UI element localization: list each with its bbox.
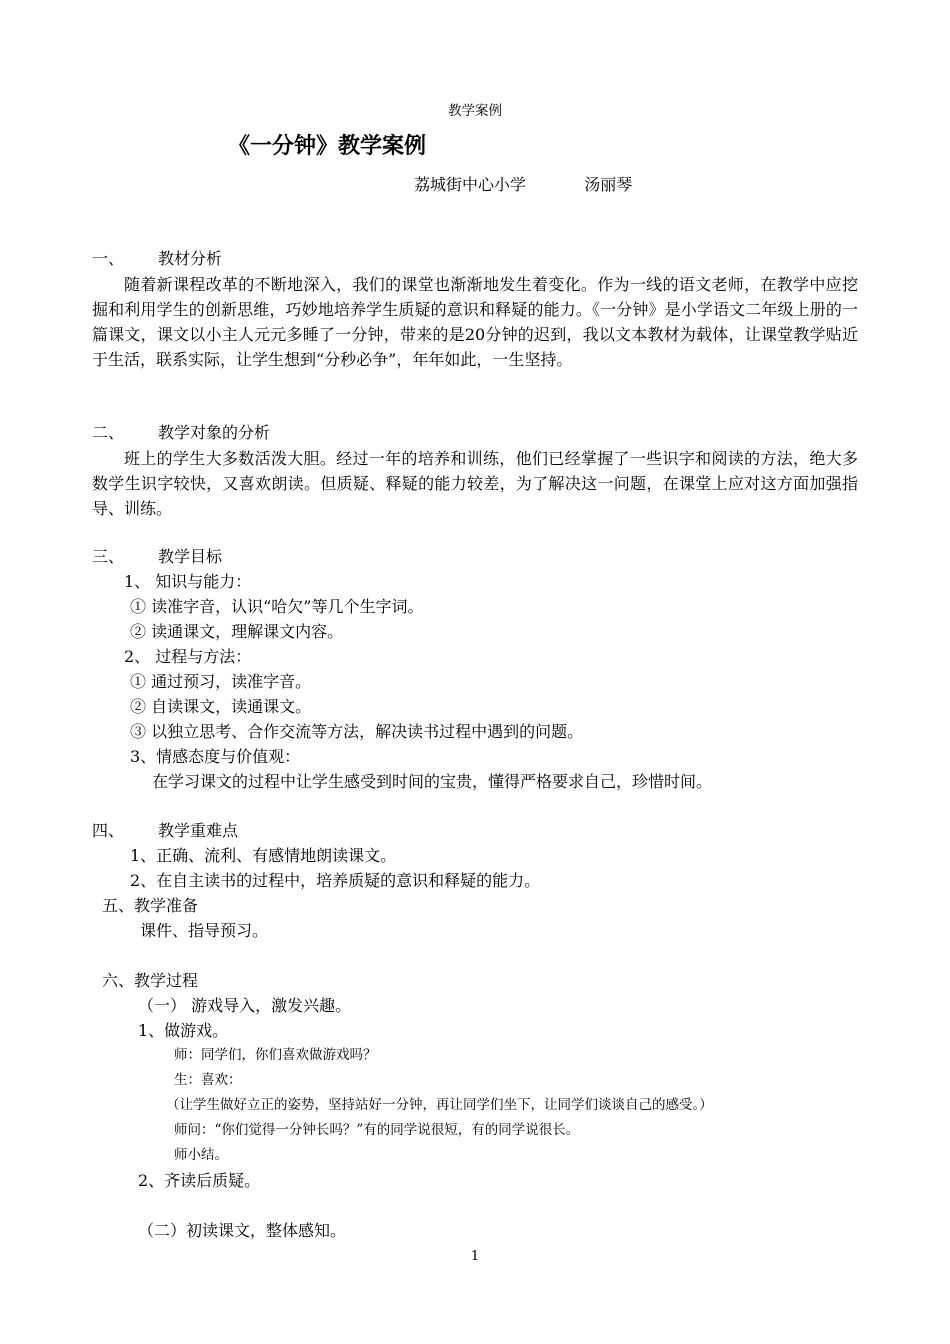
objective-item: ② 自读课文，读通课文。	[130, 697, 312, 716]
section-4-heading: 教学重难点	[158, 821, 239, 840]
objective-item: ③ 以独立思考、合作交流等方法，解决读书过程中遇到的问题。	[130, 722, 584, 741]
section-2-number: 二、	[92, 423, 125, 442]
section-1-number: 一、	[92, 249, 125, 268]
section-2-paragraph: 班上的学生大多数活泼大胆。经过一年的培养和训练，他们已经掌握了一些识字和阅读的方法，绝大多数学生识字较快，又喜欢朗读。但质疑、释疑的能力较差，为了解决这一问题，在课堂上应对这方面加强指导、训练。	[92, 449, 858, 518]
objective-item: 1、 知识与能力：	[124, 572, 252, 591]
objective-item: ② 读通课文，理解课文内容。	[130, 622, 344, 641]
process-subheading: （一） 游戏导入，激发兴趣。	[138, 996, 352, 1015]
key-point-item: 1、正确、流利、有感情地朗读课文。	[130, 846, 397, 865]
dialog-line: 生：喜欢：	[174, 1072, 242, 1088]
author-line	[414, 174, 632, 196]
section-4-number: 四、	[92, 821, 125, 840]
process-step: 2、齐读后质疑。	[138, 1171, 261, 1190]
author-name: 汤丽琴	[584, 175, 633, 194]
key-point-item: 2、在自主读书的过程中，培养质疑的意识和释疑的能力。	[130, 871, 541, 890]
objective-item: 在学习课文的过程中让学生感受到时间的宝贵，懂得严格要求自己，珍惜时间。	[152, 772, 713, 791]
dialog-line: 师问：“你们觉得一分钟长吗？”有的同学说很短，有的同学说很长。	[174, 1122, 580, 1138]
dialog-line: 师：同学们，你们喜欢做游戏吗？	[174, 1047, 377, 1063]
section-2-heading: 教学对象的分析	[158, 423, 271, 442]
objective-item: ① 通过预习，读准字音。	[130, 672, 312, 691]
preparation-item: 课件、指导预习。	[140, 921, 269, 940]
author-school: 荔城街中心小学	[414, 175, 527, 194]
dialog-line: （让学生做好立正的姿势，坚持站好一分钟，再让同学们坐下，让同学们谈谈自己的感受。）	[166, 1097, 713, 1113]
section-6-heading: 六、教学过程	[102, 971, 199, 990]
objective-item: 3、情感态度与价值观：	[130, 747, 301, 766]
section-3-number: 三、	[92, 547, 125, 566]
page-header: 教学案例	[448, 103, 502, 119]
dialog-line: 师小结。	[174, 1147, 228, 1163]
document-title: 《一分钟》教学案例	[228, 134, 427, 159]
process-subheading: （二）初读课文，整体感知。	[138, 1221, 347, 1240]
process-step: 1、做游戏。	[138, 1021, 229, 1040]
section-5-heading: 五、教学准备	[102, 896, 199, 915]
objective-item: 2、 过程与方法：	[124, 647, 252, 666]
section-1-heading: 教材分析	[158, 249, 223, 268]
section-3-heading: 教学目标	[158, 547, 223, 566]
section-1-paragraph: 随着新课程改革的不断地深入，我们的课堂也渐渐地发生着变化。作为一线的语文老师，在教学中应挖掘和利用学生的创新思维，巧妙地培养学生质疑的意识和释疑的能力。《一分钟》是小学语文二年级上册的一篇课文，课文以小主人元元多睡了一分钟，带来的是20分钟的迟到，我以文本教材为载体，让课堂教学贴近于生活，联系实际，让学生想到“分秒必争”，年年如此，一生坚持。	[92, 275, 858, 369]
objective-item: ① 读准字音，认识“哈欠”等几个生字词。	[130, 597, 424, 616]
page-number: 1	[470, 1249, 480, 1264]
